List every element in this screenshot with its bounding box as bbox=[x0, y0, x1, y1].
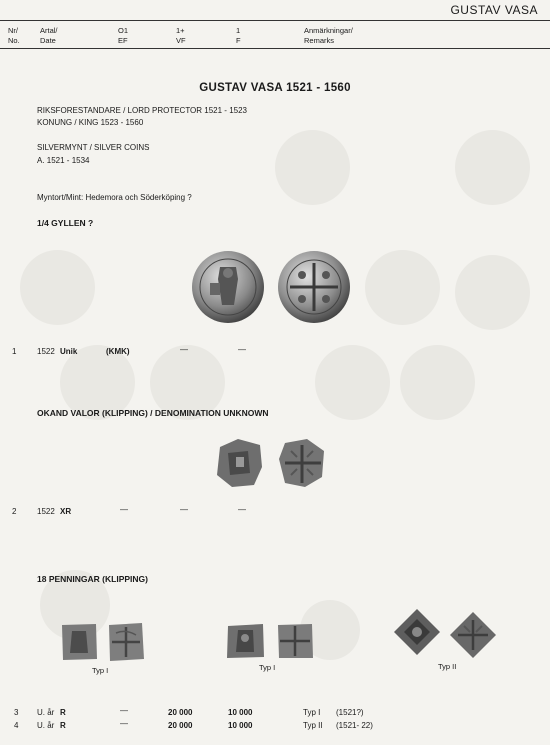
section-heading-18-penningar: 18 PENNINGAR (KLIPPING) bbox=[37, 574, 148, 584]
entry-ref: (KMK) bbox=[106, 347, 130, 356]
col-vf-label: VF bbox=[176, 36, 186, 45]
entry-year: 1522 bbox=[37, 507, 55, 516]
bleed-through-circle bbox=[455, 130, 530, 205]
col-o1-label: O1 bbox=[118, 26, 129, 35]
caption-typ2: Typ II bbox=[438, 662, 457, 671]
entry-value-ef: 20 000 bbox=[168, 721, 193, 730]
page-title: GUSTAV VASA 1521 - 1560 bbox=[199, 82, 351, 94]
entry-value-vf: — bbox=[238, 345, 246, 354]
bleed-through-circle bbox=[315, 345, 390, 420]
entry-value-ef: — bbox=[180, 505, 188, 514]
header-rule-top bbox=[0, 20, 550, 21]
entry-type: Typ I bbox=[303, 708, 321, 717]
col-nr-label: Nr/ bbox=[8, 26, 18, 35]
header-rule-bottom bbox=[0, 48, 550, 49]
entry-remark: (1521?) bbox=[336, 708, 364, 717]
subtitle-silver-coins: SILVERMYNT / SILVER COINS bbox=[37, 143, 150, 152]
mint-line: Myntort/Mint: Hedemora och Söderköping ? bbox=[37, 193, 192, 202]
bleed-through-circle bbox=[365, 250, 440, 325]
coin-penningar-typ2-obverse bbox=[392, 607, 442, 657]
coin-penningar-typ1b-reverse bbox=[274, 620, 316, 662]
subtitle-period: A. 1521 - 1534 bbox=[37, 156, 90, 165]
col-oneplus-label: 1+ bbox=[176, 26, 185, 35]
entry-rarity: Unik bbox=[60, 347, 78, 356]
section-heading-unknown-denomination: OKAND VALOR (KLIPPING) / DENOMINATION UNKNOWN bbox=[37, 408, 269, 418]
coin-quarter-gyllen-reverse bbox=[276, 249, 352, 325]
subtitle-king: KONUNG / KING 1523 - 1560 bbox=[37, 118, 144, 127]
entry-value-vf: 10 000 bbox=[228, 708, 253, 717]
section-heading-quarter-gyllen: 1/4 GYLLEN ? bbox=[37, 218, 94, 228]
entry-value-ef: 20 000 bbox=[168, 708, 193, 717]
coin-penningar-typ1b-obverse bbox=[223, 620, 267, 662]
entry-rarity: R bbox=[60, 721, 66, 730]
col-anm-label: Anmärkningar/ bbox=[304, 26, 353, 35]
col-one-label: 1 bbox=[236, 26, 241, 35]
coin-penningar-typ2-reverse bbox=[448, 610, 498, 660]
entry-year: U. år bbox=[37, 708, 55, 717]
entry-value-o1: — bbox=[120, 719, 128, 728]
entry-rarity: R bbox=[60, 708, 66, 717]
entry-value-o1: — bbox=[120, 505, 128, 514]
bleed-through-circle bbox=[275, 130, 350, 205]
entry-value-vf: 10 000 bbox=[228, 721, 253, 730]
entry-value-ef: — bbox=[180, 345, 188, 354]
entry-type: Typ II bbox=[303, 721, 323, 730]
col-date-label: Date bbox=[40, 36, 56, 45]
entry-year: 1522 bbox=[37, 347, 55, 356]
bleed-through-circle bbox=[400, 345, 475, 420]
coin-klipping-obverse bbox=[214, 437, 264, 489]
coin-quarter-gyllen-obverse bbox=[190, 249, 266, 325]
entry-nr: 3 bbox=[14, 708, 19, 717]
col-artal-label: Artal/ bbox=[40, 26, 58, 35]
bleed-through-circle bbox=[20, 250, 95, 325]
entry-nr: 2 bbox=[12, 507, 17, 516]
entry-year: U. år bbox=[37, 721, 55, 730]
col-ef-label: EF bbox=[118, 36, 128, 45]
entry-value-o1: — bbox=[120, 706, 128, 715]
subtitle-lord-protector: RIKSFORESTANDARE / LORD PROTECTOR 1521 - 1523 bbox=[37, 106, 247, 115]
col-remarks-label: Remarks bbox=[304, 36, 335, 45]
col-f-label: F bbox=[236, 36, 241, 45]
entry-rarity: XR bbox=[60, 507, 72, 516]
entry-nr: 4 bbox=[14, 721, 19, 730]
coin-penningar-typ1a-obverse bbox=[58, 621, 100, 663]
coin-penningar-typ1a-reverse bbox=[106, 621, 146, 663]
col-no-label: No. bbox=[8, 36, 20, 45]
caption-typ1b: Typ I bbox=[259, 663, 276, 672]
running-head: GUSTAV VASA bbox=[450, 3, 538, 17]
coin-klipping-reverse bbox=[277, 437, 327, 489]
caption-typ1a: Typ I bbox=[92, 666, 109, 675]
bleed-through-circle bbox=[455, 255, 530, 330]
entry-remark: (1521- 22) bbox=[336, 721, 373, 730]
entry-nr: 1 bbox=[12, 347, 17, 356]
entry-value-vf: — bbox=[238, 505, 246, 514]
